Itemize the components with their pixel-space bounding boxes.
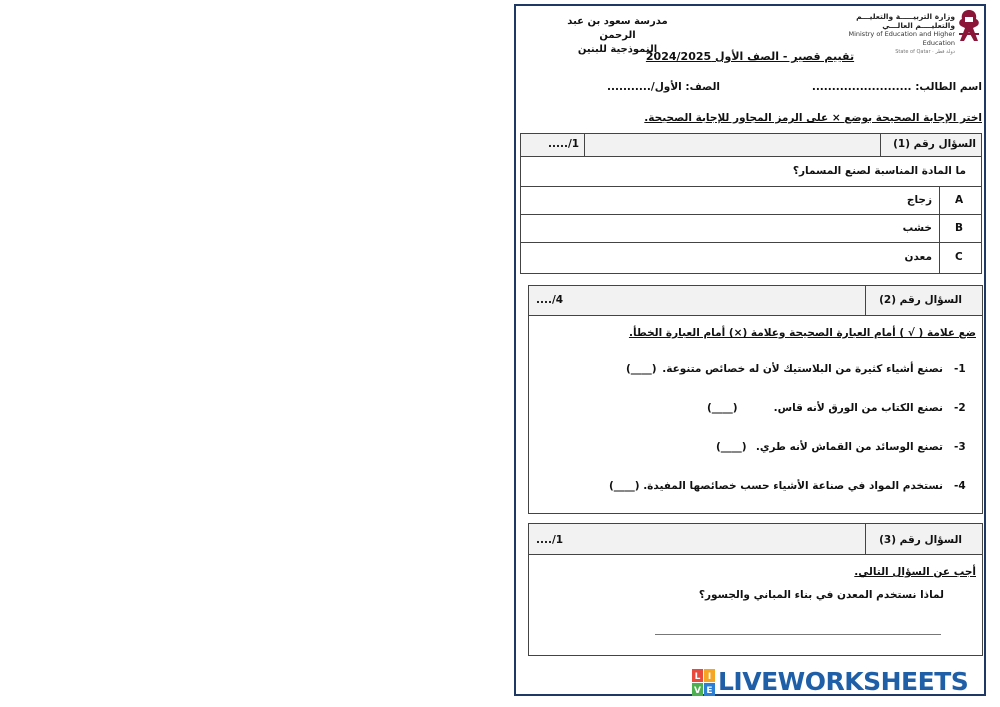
answer-line[interactable] bbox=[655, 634, 941, 635]
statement-2-answer-blank[interactable]: (____) bbox=[707, 402, 738, 414]
option-a-text: زجاج bbox=[906, 194, 932, 206]
ministry-name-ar: وزارة التربيـــــة والتعليـــم والتعليــــم العالـــي bbox=[856, 12, 955, 30]
statement-1-number: -1 bbox=[954, 363, 966, 375]
question-3-text: لماذا نستخدم المعدن في بناء المباني والجسور؟ bbox=[698, 589, 944, 601]
worksheet-title: تقييم قصير - الصف الأول 2024/2025 bbox=[645, 50, 855, 63]
option-c-text: معدن bbox=[904, 251, 932, 263]
statement-3-answer-blank[interactable]: (____) bbox=[716, 441, 747, 453]
question-2-instruction: ضع علامة ( √ ) أمام العبارة الصحيحة وعلامة (×) أمام العبارة الخطأ. bbox=[628, 327, 976, 339]
statement-4-answer-blank[interactable]: (____) bbox=[609, 480, 640, 492]
question-3-score: ..../1 bbox=[536, 534, 564, 546]
question-2-score: ..../4 bbox=[536, 294, 564, 306]
question-3-instruction: أجب عن السؤال التالي. bbox=[854, 566, 976, 578]
ministry-name-en: Ministry of Education and Higher Education bbox=[848, 30, 955, 47]
question-1-text: ما المادة المناسبة لصنع المسمار؟ bbox=[792, 165, 966, 177]
badge-letter-e: E bbox=[706, 686, 713, 696]
class-field[interactable]: الصف: الأول/........... bbox=[606, 81, 720, 93]
student-name-field[interactable]: اسم الطالب: ......................... bbox=[811, 81, 982, 93]
school-name-line1: مدرسة سعود بن عبد الرحمن bbox=[567, 16, 668, 41]
liveworksheets-logo-icon bbox=[692, 668, 716, 698]
instruction-text: اختر الإجابة الصحيحة بوضع × على الرمز المجاور للإجابة الصحيحة. bbox=[644, 112, 982, 124]
statement-2-number: -2 bbox=[954, 402, 966, 414]
statement-4-text: نستخدم المواد في صناعة الأشياء حسب خصائصها المفيدة. bbox=[643, 480, 943, 492]
statement-3-number: -3 bbox=[954, 441, 966, 453]
option-b-letter[interactable]: B bbox=[955, 222, 964, 234]
badge-letter-l: L bbox=[694, 672, 701, 682]
option-c-letter[interactable]: C bbox=[955, 251, 963, 263]
liveworksheets-brand[interactable]: LIVEWORKSHEETS bbox=[718, 667, 969, 696]
statement-2-text: نصنع الكتاب من الورق لأنه قاس. bbox=[773, 402, 943, 414]
ministry-logo-icon bbox=[956, 8, 982, 44]
ministry-subtitle: State of Qatar · دولة قطر bbox=[895, 49, 955, 55]
option-b-text: خشب bbox=[902, 222, 932, 234]
badge-letter-v: V bbox=[694, 686, 701, 696]
badge-letter-i: I bbox=[707, 672, 712, 682]
statement-1-answer-blank[interactable]: (____) bbox=[626, 363, 657, 375]
question-1-score: ...../1 bbox=[548, 138, 580, 150]
question-2-label: السؤال رقم (2) bbox=[879, 294, 962, 306]
question-1-label: السؤال رقم (1) bbox=[893, 138, 976, 150]
option-a-letter[interactable]: A bbox=[955, 194, 964, 206]
statement-1-text: نصنع أشياء كثيرة من البلاستيك لأن له خصائص متنوعة. bbox=[662, 363, 943, 375]
question-3-label: السؤال رقم (3) bbox=[879, 534, 962, 546]
statement-3-text: تصنع الوسائد من القماش لأنه طري. bbox=[755, 441, 943, 453]
school-name-line2: النموذجية للبنين bbox=[577, 44, 658, 55]
statement-4-number: -4 bbox=[954, 480, 966, 492]
